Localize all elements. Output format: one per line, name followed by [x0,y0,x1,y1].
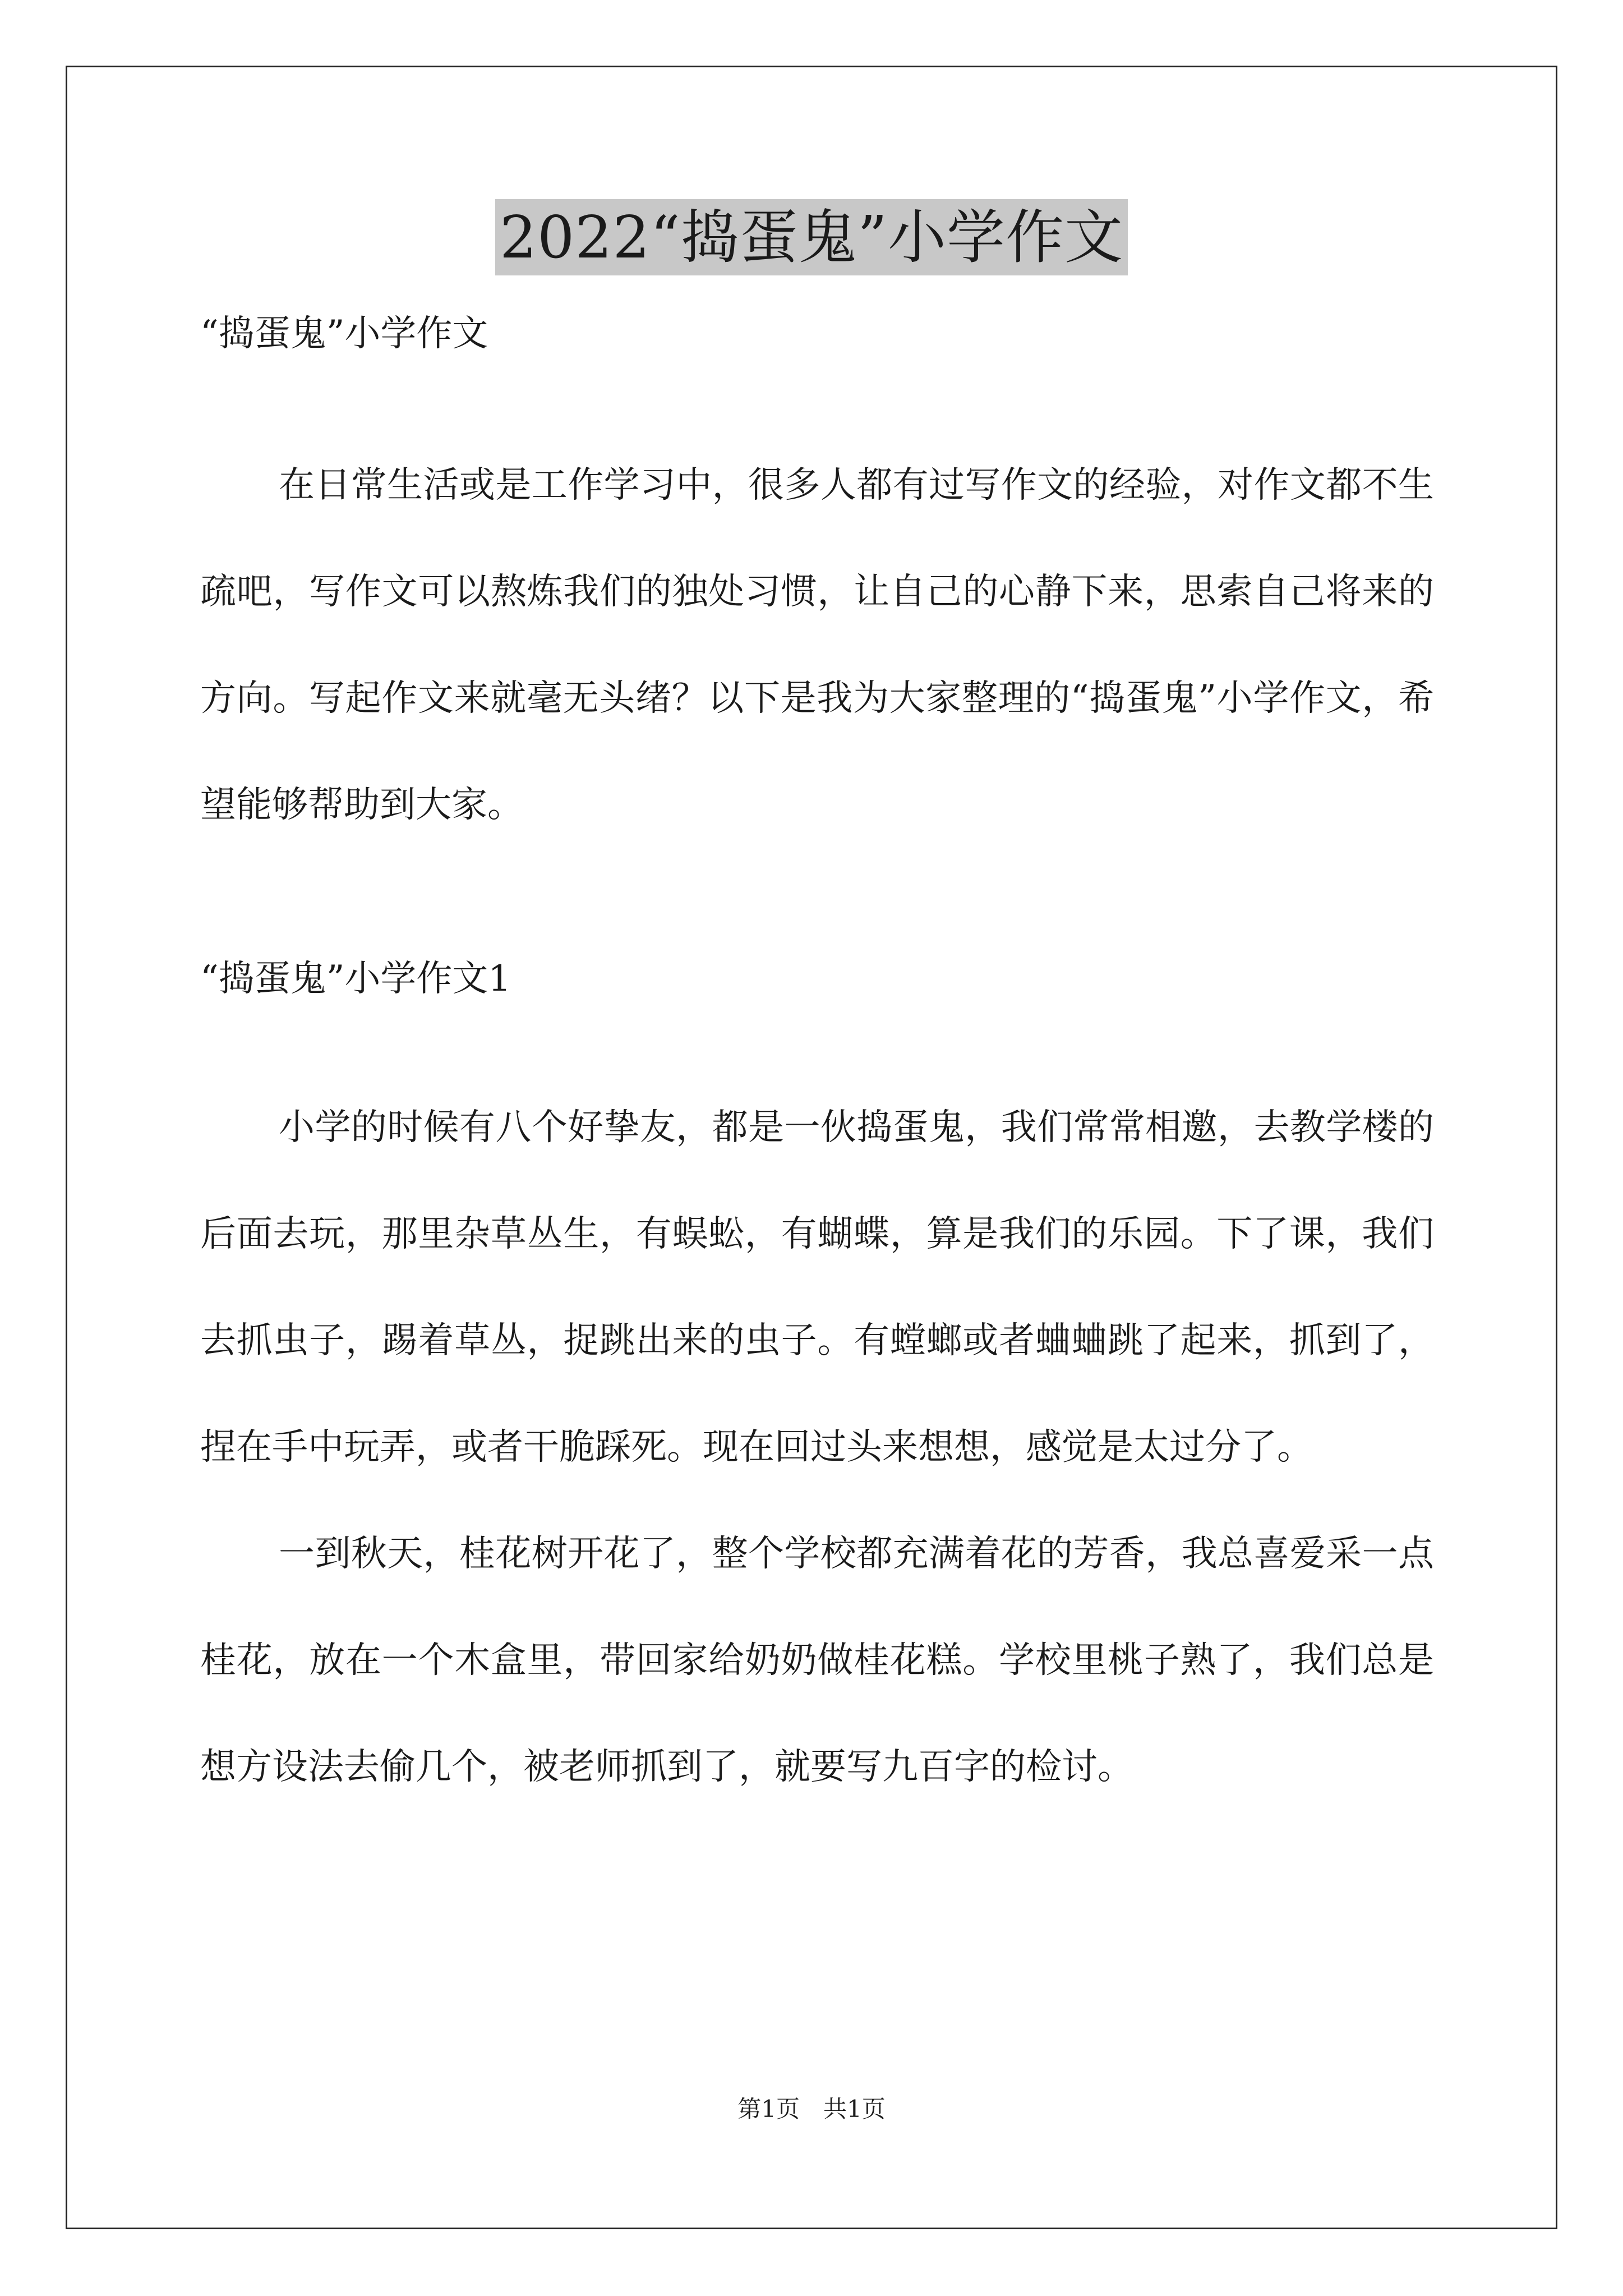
intro-section [200,306,1434,362]
intro-body [200,432,1434,858]
document-title [0,199,1623,275]
essay1-body [200,1074,1434,1820]
page-footer: 第1页 共1页 [737,2095,886,2123]
essay1-paragraph-1: 小学的时候有八个好挚友，都是一伙捣蛋鬼，我们常常相邀，去教学楼的后面去玩，那里杂草丛生，有蜈蚣，有蝴蝶，算是我们的乐园。下了课，我们去抓虫子，踢着草丛，捉跳出来的虫子。有螳螂或者蛐蛐跳了起来，抓到了，捏在手中玩弄，或者干脆踩死。现在回过头来想想，感觉是太过分了。 [200,1107,1434,1468]
intro-heading: “捣蛋鬼”小学作文 [200,313,488,355]
document-title-text: 2022“捣蛋鬼”小学作文 [495,199,1128,275]
essay1-heading: “捣蛋鬼”小学作文1 [200,958,511,1000]
essay1-paragraph-2: 一到秋天，桂花树开花了，整个学校都充满着花的芳香，我总喜爱采一点桂花，放在一个木盒里，带回家给奶奶做桂花糕。学校里桃子熟了，我们总是想方设法去偷几个，被老师抓到了，就要写九百字的检讨。 [200,1533,1434,1788]
intro-paragraph: 在日常生活或是工作学习中，很多人都有过写作文的经验，对作文都不生疏吧，写作文可以熬炼我们的独处习惯，让自己的心静下来，思索自己将来的方向。写起作文来就毫无头绪？以下是我为大家整理的“捣蛋鬼”小学作文，希望能够帮助到大家。 [200,464,1434,826]
essay1-section [200,951,1434,1007]
